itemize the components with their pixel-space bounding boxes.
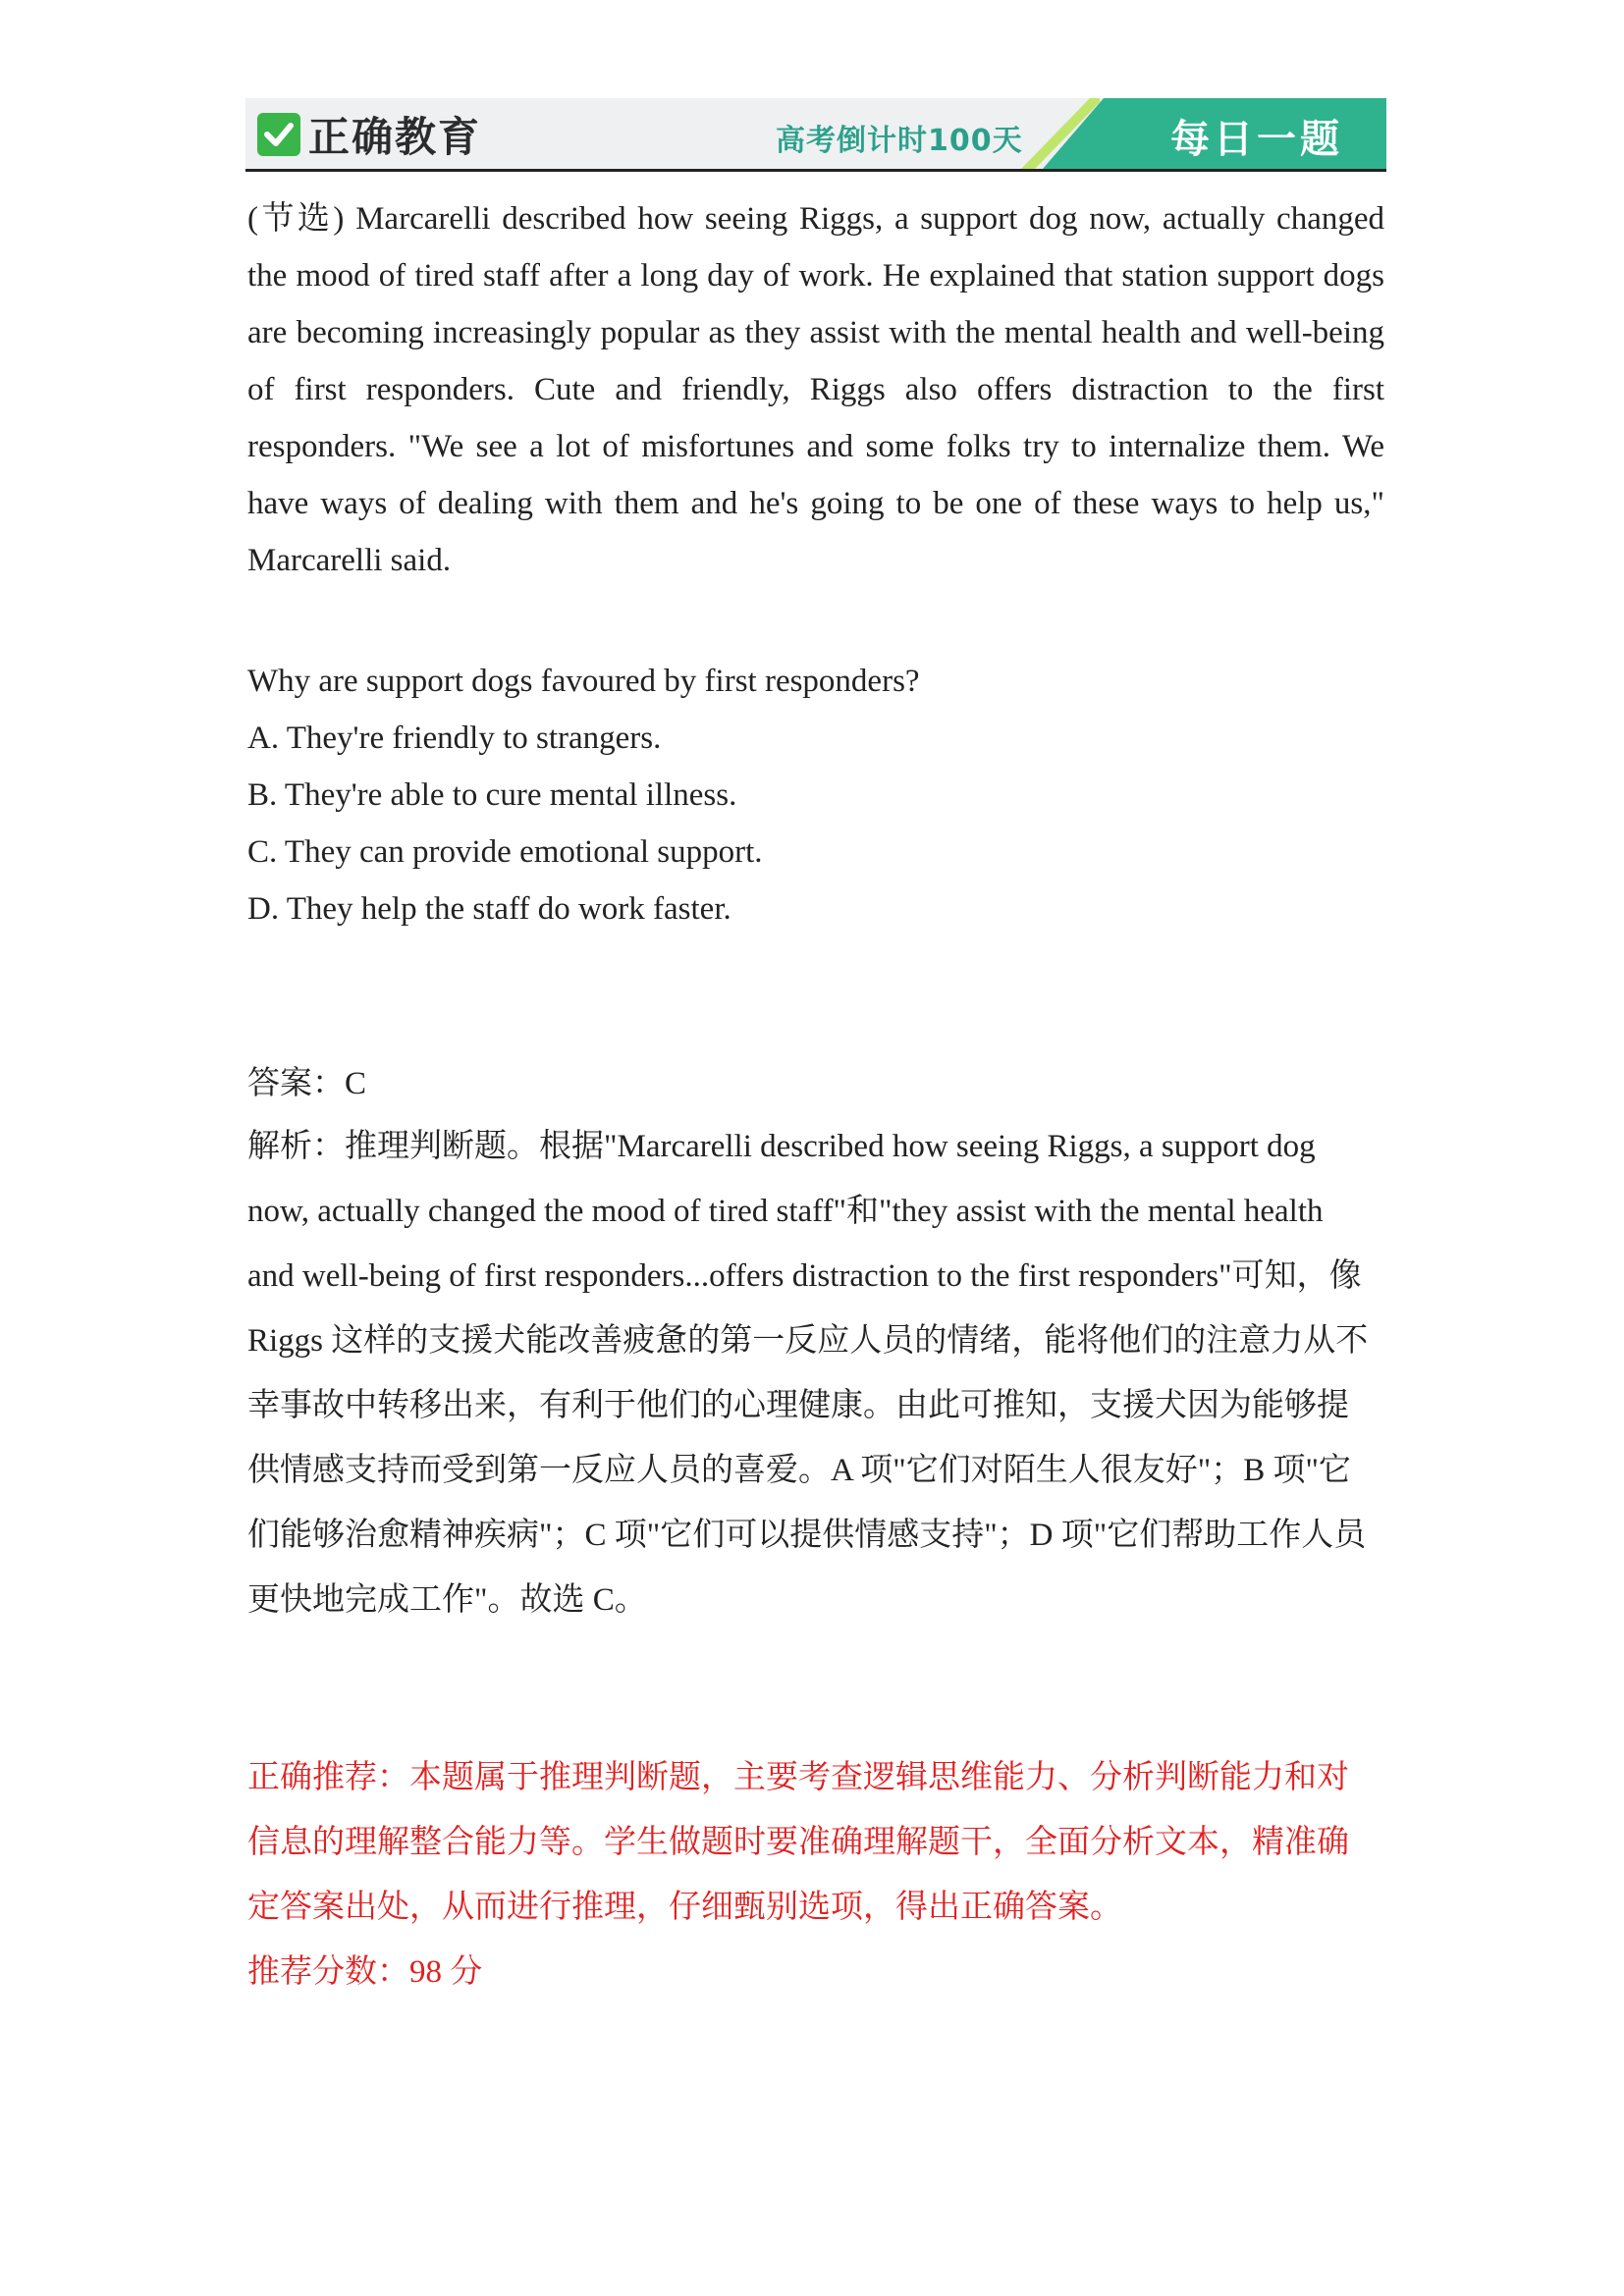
recommend-score: 推荐分数：98 分	[247, 1954, 483, 1990]
analysis-line: 们能够治愈精神疾病"；C 项"它们可以提供情感支持"；D 项"它们帮助工作人员	[247, 1518, 1367, 1553]
analysis-line: and well-being of first responders...offers distraction to the first responders"可知，像	[247, 1258, 1362, 1294]
option-d: D. They help the staff do work faster.	[247, 891, 731, 927]
analysis-line: 更快地完成工作"。故选 C。	[247, 1582, 647, 1618]
recommendation-line: 信息的理解整合能力等。学生做题时要准确理解题干，全面分析文本，精准确	[247, 1825, 1349, 1860]
option-c: C. They can provide emotional support.	[247, 834, 763, 870]
brand-logo	[257, 108, 481, 161]
recommendation-line: 正确推荐：本题属于推理判断题，主要考查逻辑思维能力、分析判断能力和对	[247, 1760, 1349, 1795]
header-divider	[245, 169, 1386, 172]
header-banner	[245, 98, 1386, 169]
reading-passage: (节选) Marcarelli described how seeing Riggs, a support dog now, actually changed the mood of tired staff after a long day of work. He explained that station support dogs are becoming increasingly popular as they assist with the mental health and well-being of first responders. Cute and friendly, Riggs also offers distraction to the first responders. "We see a lot of misfortunes and some folks try to internalize them. We have ways of dealing with them and he's going to be one of these ways to help us," Marcarelli said.	[247, 201, 1384, 578]
question-block	[247, 653, 1384, 937]
analysis-line: 供情感支持而受到第一反应人员的喜爱。A 项"它们对陌生人很友好"；B 项"它	[247, 1453, 1351, 1488]
countdown-label: 高考倒计时100天	[776, 124, 1023, 158]
analysis-line: now, actually changed the mood of tired staff"和"they assist with the mental health	[247, 1194, 1324, 1229]
analysis-line: 解析：推理判断题。根据"Marcarelli described how seeing Riggs, a support dog	[247, 1129, 1316, 1164]
brand-name: 正确教育	[308, 113, 482, 161]
option-a: A. They're friendly to strangers.	[247, 721, 662, 756]
analysis-line: Riggs 这样的支援犬能改善疲惫的第一反应人员的情绪，能将他们的注意力从不	[247, 1323, 1369, 1359]
checkmark-icon	[257, 113, 300, 156]
analysis-section	[247, 1114, 1384, 1632]
option-b: B. They're able to cure mental illness.	[247, 777, 737, 813]
recommendation-section	[247, 1745, 1384, 2004]
question-stem: Why are support dogs favoured by first responders?	[247, 664, 920, 699]
recommendation-line: 定答案出处，从而进行推理，仔细甄别选项，得出正确答案。	[247, 1890, 1122, 1925]
answer-line: 答案：C	[247, 1066, 367, 1101]
daily-question-label: 每日一题	[1170, 117, 1343, 162]
analysis-line: 幸事故中转移出来，有利于他们的心理健康。由此可推知，支援犬因为能够提	[247, 1388, 1349, 1423]
